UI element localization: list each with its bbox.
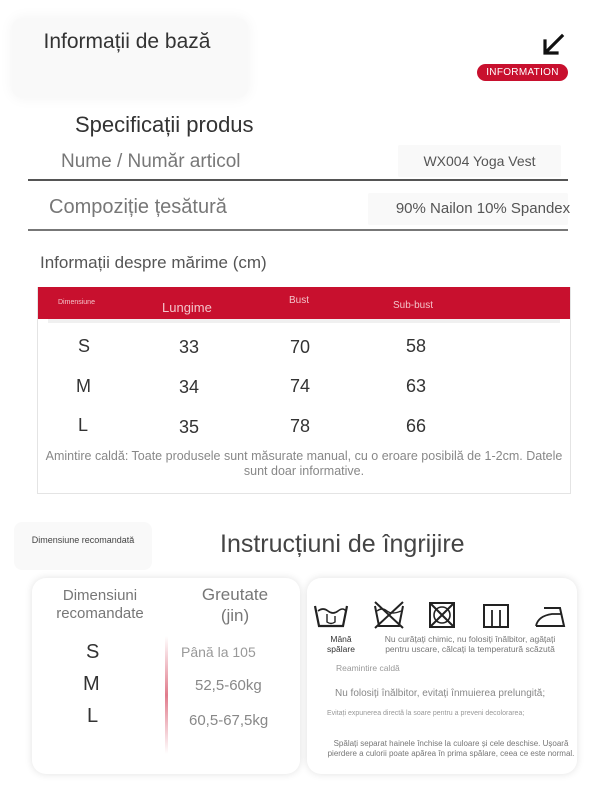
information-badge: INFORMATION — [477, 64, 568, 81]
spec-label-fabric: Compoziție țesătură — [49, 196, 227, 218]
table-cell: L — [78, 415, 89, 435]
care-reminder-2: Evitați expunerea directă la soare pentru a preveni decolorarea; — [327, 710, 525, 717]
table-cell: M — [76, 376, 91, 396]
spec-label-name: Nume / Număr articol — [61, 151, 241, 172]
header-size: Dimensiune — [58, 299, 95, 306]
red-divider — [165, 636, 168, 754]
table-cell: 33 — [179, 337, 200, 357]
table-cell: 63 — [406, 376, 427, 396]
divider — [28, 229, 568, 231]
col-header-size: Dimensiuni recomandate — [56, 587, 144, 622]
table-cell: 70 — [290, 337, 311, 357]
divider — [28, 179, 568, 181]
spec-value-fabric: 90% Nailon 10% Spandex — [395, 200, 571, 217]
rec-size: S — [86, 641, 100, 663]
header-bust: Bust — [289, 295, 310, 306]
care-reminder-1: Nu folosiți înălbitor, evitați înmuierea prelungită; — [335, 688, 546, 699]
table-cell: 58 — [406, 336, 427, 356]
rec-size: M — [83, 673, 100, 695]
table-cell: 78 — [290, 416, 311, 436]
recommended-tag — [14, 522, 152, 570]
no-tumble-dry-icon — [424, 600, 460, 630]
hand-wash-label: Mână spălare — [327, 634, 355, 654]
basic-info-title: Informații de bază — [43, 30, 211, 53]
rec-weight: Până la 105 — [181, 644, 256, 660]
table-cell: 35 — [179, 417, 200, 437]
care-title: Instrucțiuni de îngrijire — [220, 530, 465, 558]
recommended-tag-label: Dimensiune recomandată — [31, 535, 135, 545]
hang-dry-icon — [478, 600, 514, 630]
table-cell: S — [78, 336, 91, 356]
header-length: Lungime — [162, 300, 212, 315]
rec-size: L — [87, 705, 99, 727]
care-icons-caption: Nu curățați chimic, nu folosiți înălbitor, agățați pentru uscare, călcați la temperatură scăzută — [384, 634, 556, 654]
no-dry-clean-icon — [371, 600, 407, 630]
table-cell: 74 — [290, 376, 311, 396]
table-cell: 66 — [406, 416, 427, 436]
header-underbust: Sub-bust — [393, 300, 434, 311]
header-shadow — [48, 319, 560, 323]
rec-weight: 60,5-67,5kg — [189, 712, 269, 729]
spec-value-name: WX004 Yoga Vest — [423, 153, 536, 169]
hand-wash-icon — [313, 600, 349, 630]
care-reminder-label: Reamintire caldă — [336, 663, 400, 673]
measurement-note: Amintire caldă: Toate produsele sunt măsurate manual, cu o eroare posibilă de 1-2cm. Datele sunt doar informative. — [45, 449, 563, 478]
col-header-weight: Greutate (jin) — [201, 585, 269, 625]
product-spec-title: Specificații produs — [75, 112, 254, 137]
rec-weight: 52,5-60kg — [195, 677, 262, 694]
care-reminder-3: Spălați separat hainele închise la culoare și cele deschise. Ușoară pierdere a culorii poate apărea în prima spălare, ceea ce este normal. — [327, 739, 575, 758]
arrow-down-left-icon — [538, 30, 568, 60]
table-cell: 34 — [179, 377, 200, 397]
size-info-title: Informații despre mărime (cm) — [40, 253, 267, 272]
iron-low-icon — [532, 600, 568, 630]
